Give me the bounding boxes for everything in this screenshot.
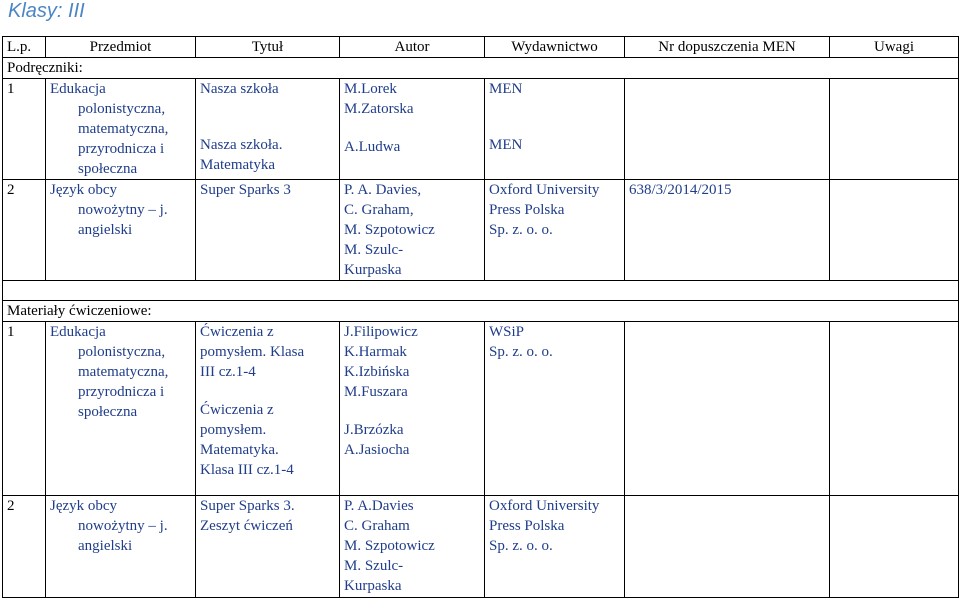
author-line: C. Graham [344,518,410,534]
subject-line: matematyczna, [78,364,169,380]
table-row [3,79,959,180]
author-line: M. Szulc- [344,558,404,574]
publisher-line: WSiP [489,324,525,340]
subject-line: społeczna [78,161,138,177]
author-line: K.Izbińska [344,364,410,380]
lp-cell: 1 [3,322,46,496]
page-title: Klasy: III [8,0,85,22]
subject-line: Język obcy [50,498,118,514]
author-line: M. Szpotowicz [344,222,435,238]
subject-line: Edukacja [50,324,106,340]
table-row [3,180,959,281]
title-line: Super Sparks 3 [200,182,291,198]
title-cell [196,180,340,281]
lp-cell: 2 [3,496,46,598]
header-lp: L.p. [3,37,46,58]
textbook-table [2,36,959,598]
author-line: C. Graham, [344,202,414,218]
author-line: P. A. Davies, [344,182,422,198]
author-line: P. A.Davies [344,498,414,514]
section-label-workbooks: Materiały ćwiczeniowe: [3,301,959,322]
author-cell [340,322,485,496]
author-line: M.Fuszara [344,384,408,400]
publisher-line: Sp. z. o. o. [489,538,553,554]
header-author: Autor [340,37,485,58]
author-line: M. Szulc- [344,242,404,258]
publisher-line: Sp. z. o. o. [489,344,553,360]
subject-line: Edukacja [50,81,106,97]
author-line: J.Brzózka [344,422,404,438]
spacer-row [3,281,959,301]
section-row-workbooks [3,301,959,322]
title-line: pomysłem. [200,422,267,438]
subject-line: przyrodnicza i [78,384,165,400]
approval-cell [625,79,830,180]
author-line: Kurpaska [344,262,402,278]
title-line: Ćwiczenia z [200,402,274,418]
title-line: III cz.1-4 [200,364,256,380]
author-line: K.Harmak [344,344,407,360]
subject-line: polonistyczna, [78,344,166,360]
publisher-cell [485,496,625,598]
publisher-line: Press Polska [489,518,565,534]
notes-cell [830,79,959,180]
subject-line: Język obcy [50,182,118,198]
author-line: A.Jasiocha [344,442,410,458]
header-notes: Uwagi [830,37,959,58]
author-cell [340,496,485,598]
publisher-cell [485,322,625,496]
header-subject: Przedmiot [46,37,196,58]
publisher-cell [485,79,625,180]
title-line: Matematyka. [200,442,279,458]
title-cell [196,496,340,598]
author-cell [340,180,485,281]
author-line: M.Lorek [344,81,397,97]
header-title: Tytuł [196,37,340,58]
publisher-line: Sp. z. o. o. [489,222,553,238]
approval-cell [625,496,830,598]
title-line: pomysłem. Klasa [200,344,305,360]
subject-line: polonistyczna, [78,101,166,117]
subject-cell [46,180,196,281]
title-cell [196,79,340,180]
subject-cell [46,322,196,496]
approval-cell: 638/3/2014/2015 [625,180,830,281]
subject-line: społeczna [78,404,138,420]
publisher-cell [485,180,625,281]
notes-cell [830,496,959,598]
subject-line: przyrodnicza i [78,141,165,157]
lp-cell: 1 [3,79,46,180]
author-line: A.Ludwa [344,139,401,155]
title-line: Nasza szkoła [200,81,279,97]
notes-cell [830,322,959,496]
notes-cell [830,180,959,281]
title-line: Ćwiczenia z [200,324,274,340]
header-publisher: Wydawnictwo [485,37,625,58]
publisher-line: MEN [489,81,523,97]
subject-line: matematyczna, [78,121,169,137]
header-approval: Nr dopuszczenia MEN [625,37,830,58]
section-label-textbooks: Podręczniki: [3,58,959,79]
subject-cell [46,79,196,180]
approval-cell [625,322,830,496]
table-row [3,322,959,496]
author-line: M.Zatorska [344,101,414,117]
title-line: Zeszyt ćwiczeń [200,518,293,534]
author-cell [340,79,485,180]
subject-cell [46,496,196,598]
publisher-line: Oxford University [489,498,600,514]
title-line: Nasza szkoła. [200,137,283,153]
subject-line: angielski [78,538,133,554]
author-line: M. Szpotowicz [344,538,435,554]
author-line: J.Filipowicz [344,324,418,340]
publisher-line: MEN [489,137,523,153]
title-cell [196,322,340,496]
section-row-textbooks [3,58,959,79]
subject-line: angielski [78,222,133,238]
title-line: Matematyka [200,157,275,173]
author-line: Kurpaska [344,578,402,594]
header-row [3,37,959,58]
subject-line: nowożytny – j. [78,202,168,218]
subject-line: nowożytny – j. [78,518,168,534]
publisher-line: Press Polska [489,202,565,218]
lp-cell: 2 [3,180,46,281]
title-line: Klasa III cz.1-4 [200,462,294,478]
table-row [3,496,959,598]
publisher-line: Oxford University [489,182,600,198]
title-line: Super Sparks 3. [200,498,295,514]
